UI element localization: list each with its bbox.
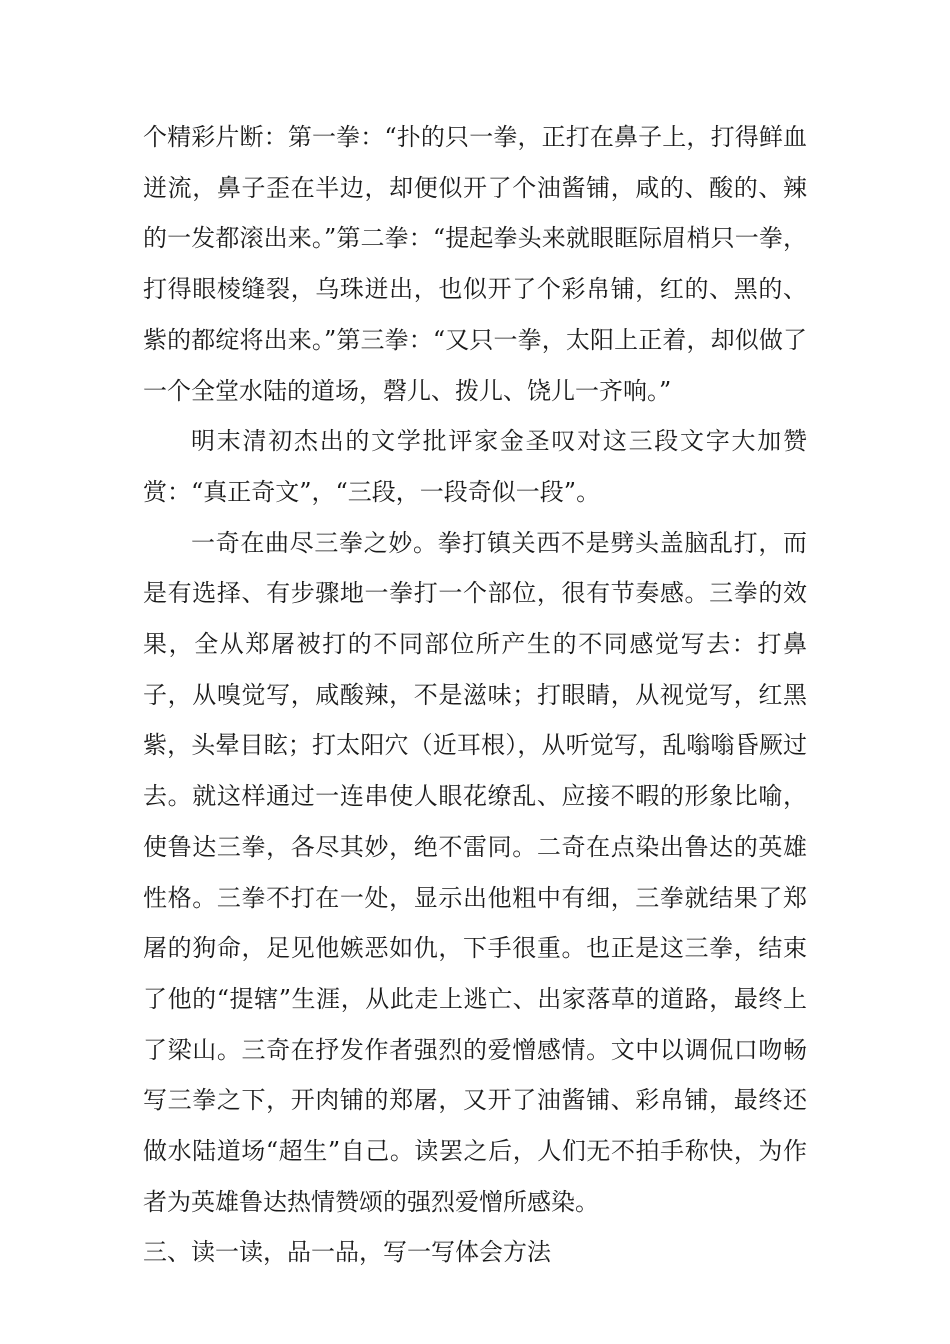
section-heading-three: 三、读一读，品一品，写一写体会方法	[143, 1238, 551, 1267]
document-body	[143, 112, 807, 1278]
paragraph-quote-three-punches: 个精彩片断：第一拳：“扑的只一拳，正打在鼻子上，打得鲜血迸流，鼻子歪在半边，却便似开了个油酱铺，咸的、酸的、辣的一发都滚出来。”第二拳：“提起拳头来就眼眶际眉梢只一拳，打得眼棱缝裂，乌珠迸出，也似开了个彩帛铺，红的、黑的、紫的都绽将出来。”第三拳：“又只一拳，太阳上正着，却似做了一个全堂水陆的道场，磬儿、拨儿、饶儿一齐响。”	[143, 123, 807, 405]
paragraph-three-wonders-analysis: 一奇在曲尽三拳之妙。拳打镇关西不是劈头盖脑乱打，而是有选择、有步骤地一拳打一个部位，很有节奏感。三拳的效果，全从郑屠被打的不同部位所产生的不同感觉写去：打鼻子，从嗅觉写，咸酸辣，不是滋味；打眼睛，从视觉写，红黑紫，头晕目眩；打太阳穴（近耳根），从听觉写，乱嗡嗡昏厥过去。就这样通过一连串使人眼花缭乱、应接不暇的形象比喻，使鲁达三拳，各尽其妙，绝不雷同。二奇在点染出鲁达的英雄性格。三拳不打在一处，显示出他粗中有细，三拳就结果了郑屠的狗命，足见他嫉恶如仇，下手很重。也正是这三拳，结束了他的“提辖”生涯，从此走上逃亡、出家落草的道路，最终上了梁山。三奇在抒发作者强烈的爱憎感情。文中以调侃口吻畅写三拳之下，开肉铺的郑屠，又开了油酱铺、彩帛铺，最终还做水陆道场“超生”自己。读罢之后，人们无不拍手称快，为作者为英雄鲁达热情赞颂的强烈爱憎所感染。	[143, 528, 807, 1216]
paragraph-jin-shengtan-praise: 明末清初杰出的文学批评家金圣叹对这三段文字大加赞赏：“真正奇文”，“三段，一段奇似一段”。	[143, 427, 807, 506]
